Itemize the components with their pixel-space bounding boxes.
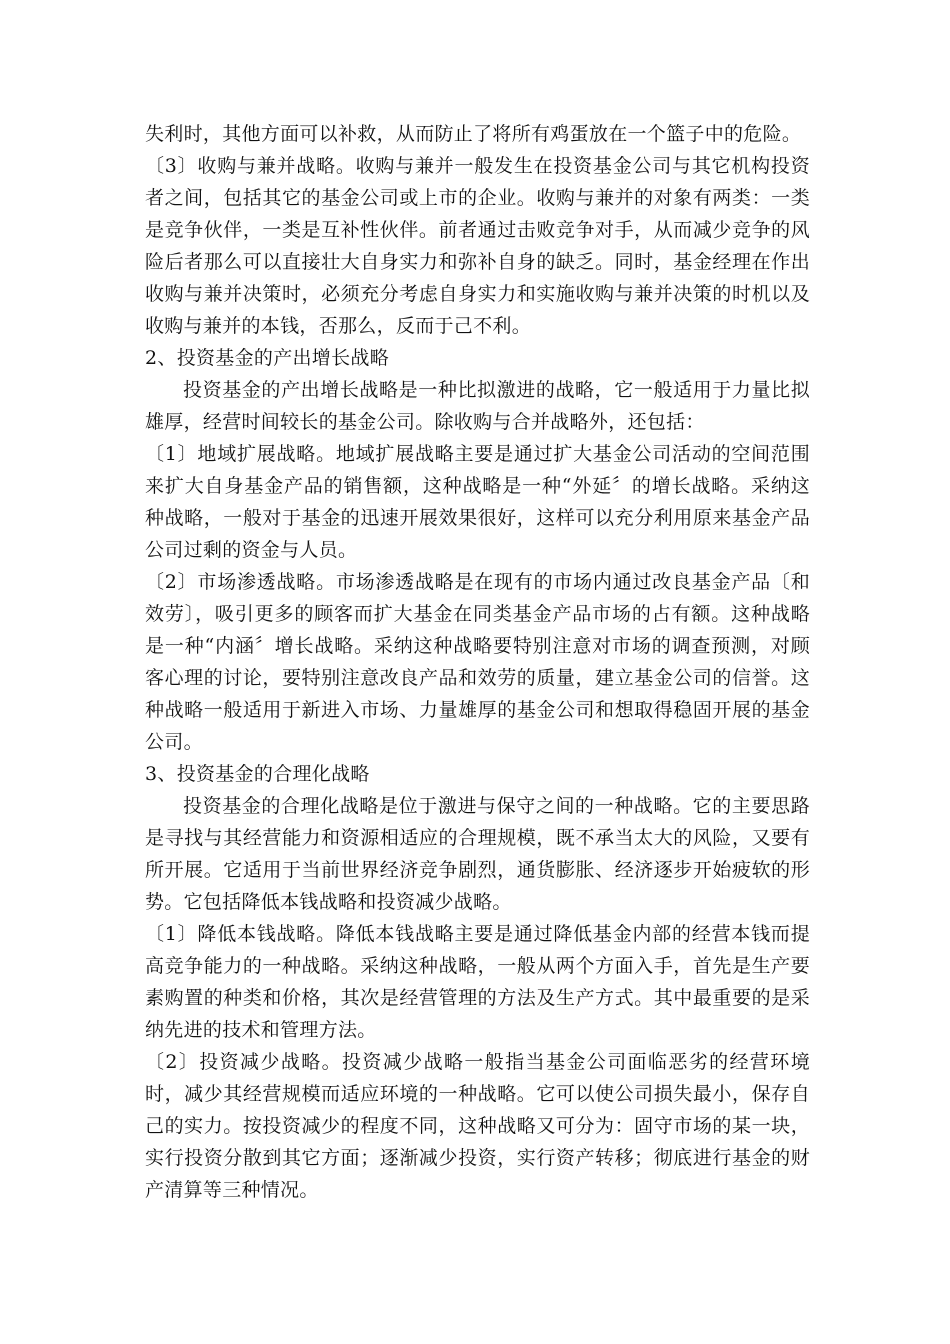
section-heading-rationalization: 3、投资基金的合理化战略 xyxy=(145,763,370,785)
paragraph-merger-strategy: 〔3〕收购与兼并战略。收购与兼并一般发生在投资基金公司与其它机构投资者之间，包括其它的基金公司或上市的企业。收购与兼并的对象有两类：一类是竞争伙伴，一类是互补性伙伴。前者通过击败竞争对手，从而减少竞争的风险后者那么可以直接壮大自身实力和弥补自身的缺乏。同时，基金经理在作出收购与兼并决策时，必须充分考虑自身实力和实施收购与兼并决策的时机以及收购与兼并的本钱，否那么，反而于己不利。 xyxy=(145,155,810,337)
paragraph-regional-expansion: 〔1〕地域扩展战略。地域扩展战略主要是通过扩大基金公司活动的空间范围来扩大自身基金产品的销售额，这种战略是一种“外延〞的增长战略。采纳这种战略，一般对于基金的迅速开展效果很好，这样可以充分利用原来基金产品公司过剩的资金与人员。 xyxy=(145,443,810,561)
paragraph-rationalization-intro: 投资基金的合理化战略是位于激进与保守之间的一种战略。它的主要思路是寻找与其经营能力和资源相适应的合理规模，既不承当太大的风险，又要有所开展。它适用于当前世界经济竞争剧烈，通货膨胀、经济逐步开始疲软的形势。它包括降低本钱战略和投资减少战略。 xyxy=(145,795,810,913)
paragraph-cost-reduction: 〔1〕降低本钱战略。降低本钱战略主要是通过降低基金内部的经营本钱而提高竞争能力的一种战略。采纳这种战略，一般从两个方面入手，首先是生产要素购置的种类和价格，其次是经营管理的方法及生产方式。其中最重要的是采纳先进的技术和管理方法。 xyxy=(145,923,810,1041)
section-heading-output-growth: 2、投资基金的产出增长战略 xyxy=(145,347,389,369)
paragraph-diversification-end: 失利时，其他方面可以补救，从而防止了将所有鸡蛋放在一个篮子中的危险。 xyxy=(145,123,802,145)
paragraph-output-growth-intro: 投资基金的产出增长战略是一种比拟激进的战略，它一般适用于力量比拟雄厚，经营时间较长的基金公司。除收购与合并战略外，还包括： xyxy=(145,379,810,433)
paragraph-market-penetration: 〔2〕市场渗透战略。市场渗透战略是在现有的市场内通过改良基金产品〔和效劳〕，吸引更多的顾客而扩大基金在同类基金产品市场的占有额。这种战略是一种“内涵〞增长战略。采纳这种战略要特别注意对市场的调查预测，对顾客心理的讨论，要特别注意改良产品和效劳的质量，建立基金公司的信誉。这种战略一般适用于新进入市场、力量雄厚的基金公司和想取得稳固开展的基金公司。 xyxy=(145,571,810,753)
paragraph-investment-reduction: 〔2〕投资减少战略。投资减少战略一般指当基金公司面临恶劣的经营环境时，减少其经营规模而适应环境的一种战略。它可以使公司损失最小，保存自己的实力。按投资减少的程度不同，这种战略又可分为：固守市场的某一块，实行投资分散到其它方面；逐渐减少投资，实行资产转移；彻底进行基金的财产清算等三种情况。 xyxy=(145,1051,810,1201)
document-page xyxy=(145,118,810,1206)
